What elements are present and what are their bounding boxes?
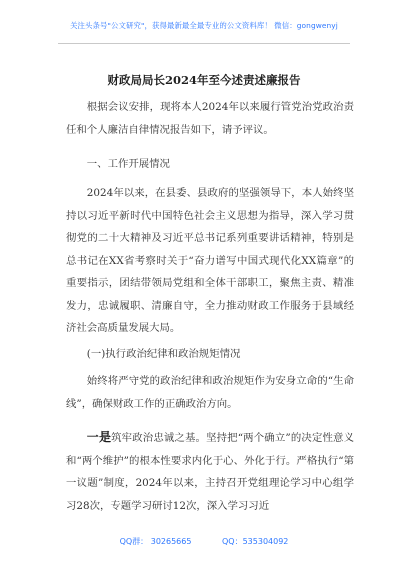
footer-qq-group: QQ群： 30265665 <box>119 537 192 546</box>
section-heading: 一、工作开展情况 <box>86 158 170 170</box>
intro-paragraph: 根据会议安排，现将本人2024年以来履行管党治党政治责任和个人廉洁自律情况报告如下，请予评议。 <box>66 101 354 136</box>
header-divider <box>58 43 350 44</box>
subsection-paragraph: 始终将严守党的政治纪律和政治规矩作为安身立命的“生命线”，确保财政工作的正确政治方向。 <box>66 375 354 410</box>
footer-contact <box>0 536 408 547</box>
point-text: 筑牢政治忠诚之基。坚持把“两个确立”的决定性意义和“两个维护”的根本性要求内化于心、外化于行。严格执行“第一议题”制度，2024年以来，主持召开党组理论学习中心组学习28次，专题学习研讨12次，深入学习习近 <box>66 432 354 512</box>
subsection-heading: (一)执行政治纪律和政治规矩情况 <box>86 348 241 360</box>
header-banner: 关注头条号"公文研究"，获得最新最全最专业的公文资料库！ 微信：gongwenyj <box>70 21 338 30</box>
section-paragraph: 2024年以来，在县委、县政府的坚强领导下，本人始终坚持以习近平新时代中国特色社会主义思想为指导，深入学习贯彻党的二十大精神及习近平总书记系列重要讲话精神，特别是总书记在XX省考察时关于“奋力谱写中国式现代化XX篇章”的重要指示，团结带领局党组和全体干部职工，聚焦主责、精准发力，忠诚履职、清廉自守，全力推动财政工作服务于县域经济社会高质量发展大局。 <box>66 187 354 334</box>
document-title: 财政局局长2024年至今述责述廉报告 <box>107 73 301 87</box>
point-paragraph <box>66 426 354 517</box>
point-lead: 一是 <box>86 430 112 444</box>
footer-qq: QQ：535304092 <box>222 537 289 546</box>
